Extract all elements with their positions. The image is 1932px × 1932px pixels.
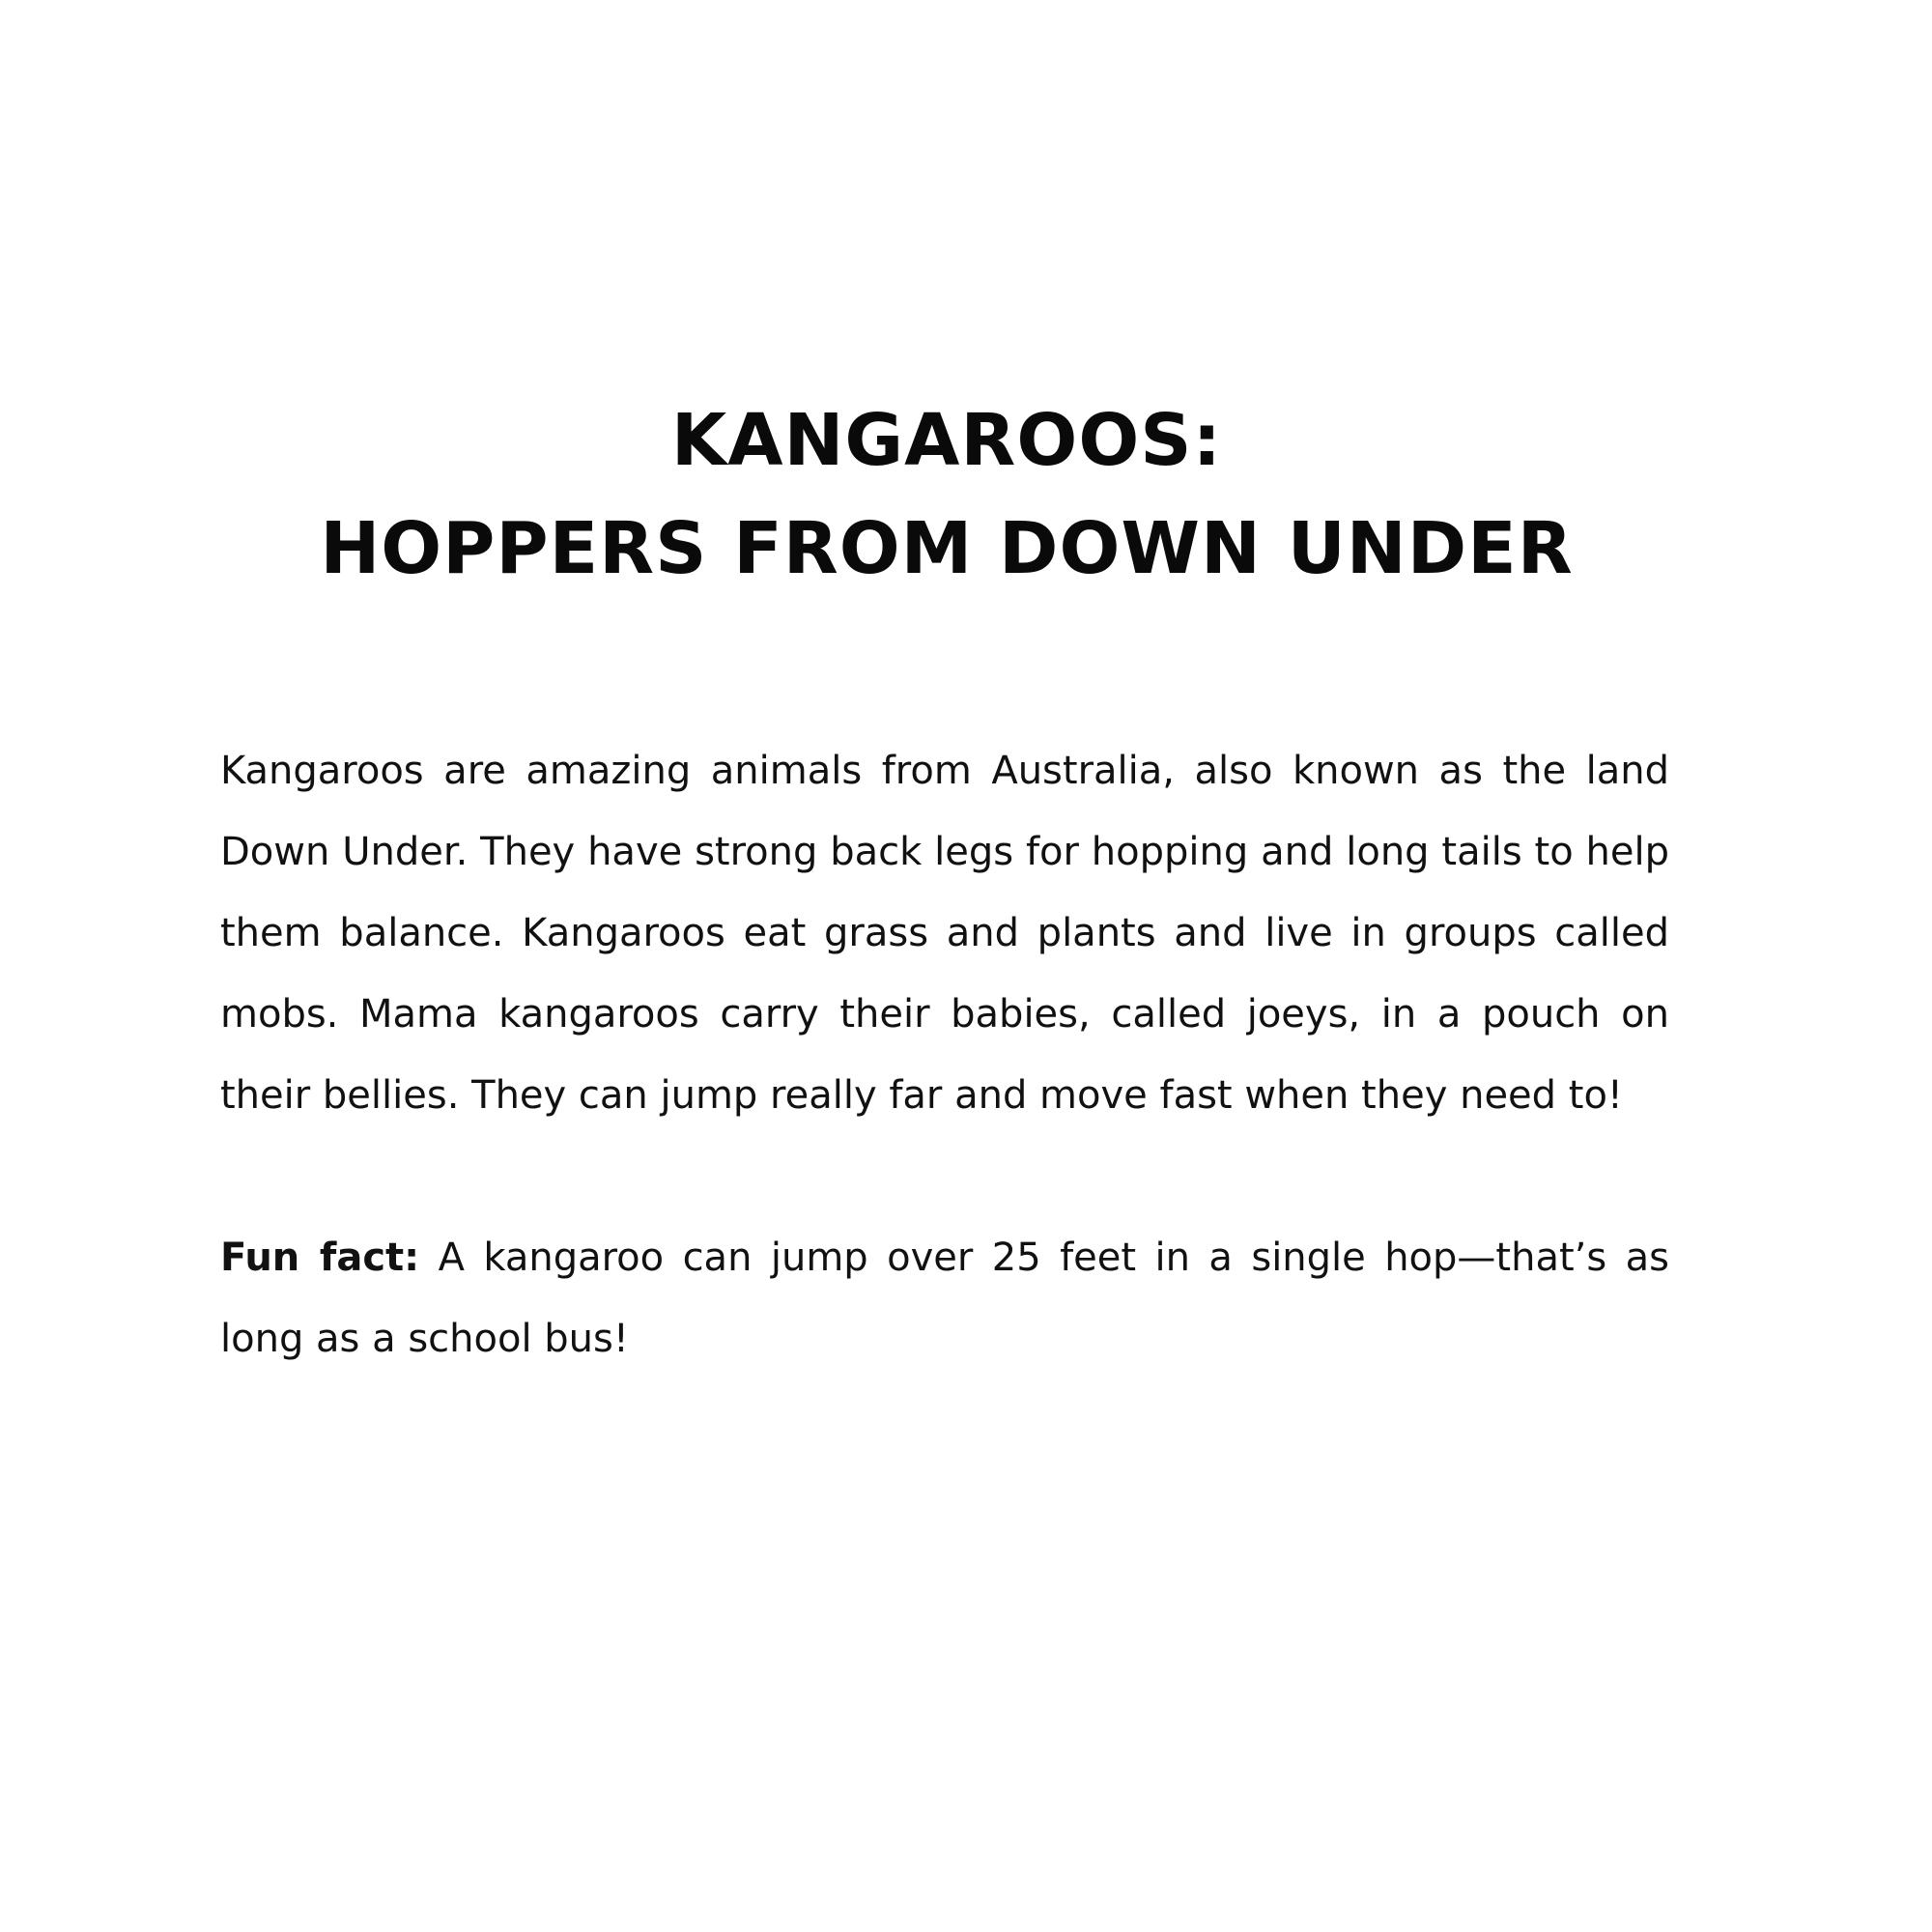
article-body xyxy=(220,730,1669,1379)
title-line-2: HOPPERS FROM DOWN UNDER xyxy=(320,507,1574,590)
intro-paragraph: Kangaroos are amazing animals from Australia, also known as the land Down Under. They have strong back legs for hopping and long tails to help them balance. Kangaroos eat grass and plants and live in groups called mobs. Mama kangaroos carry their babies, called joeys, in a pouch on their bellies. They can jump really far and move fast when they need to! xyxy=(220,749,1669,1118)
page-title xyxy=(0,386,1893,603)
fun-fact-label: Fun fact: xyxy=(220,1236,420,1280)
title-line-1: KANGAROOS: xyxy=(670,399,1223,482)
fun-fact-text: A kangaroo can jump over 25 feet in a single hop—that’s as long as a school bus! xyxy=(220,1236,1669,1361)
fun-fact-paragraph xyxy=(220,1217,1669,1379)
